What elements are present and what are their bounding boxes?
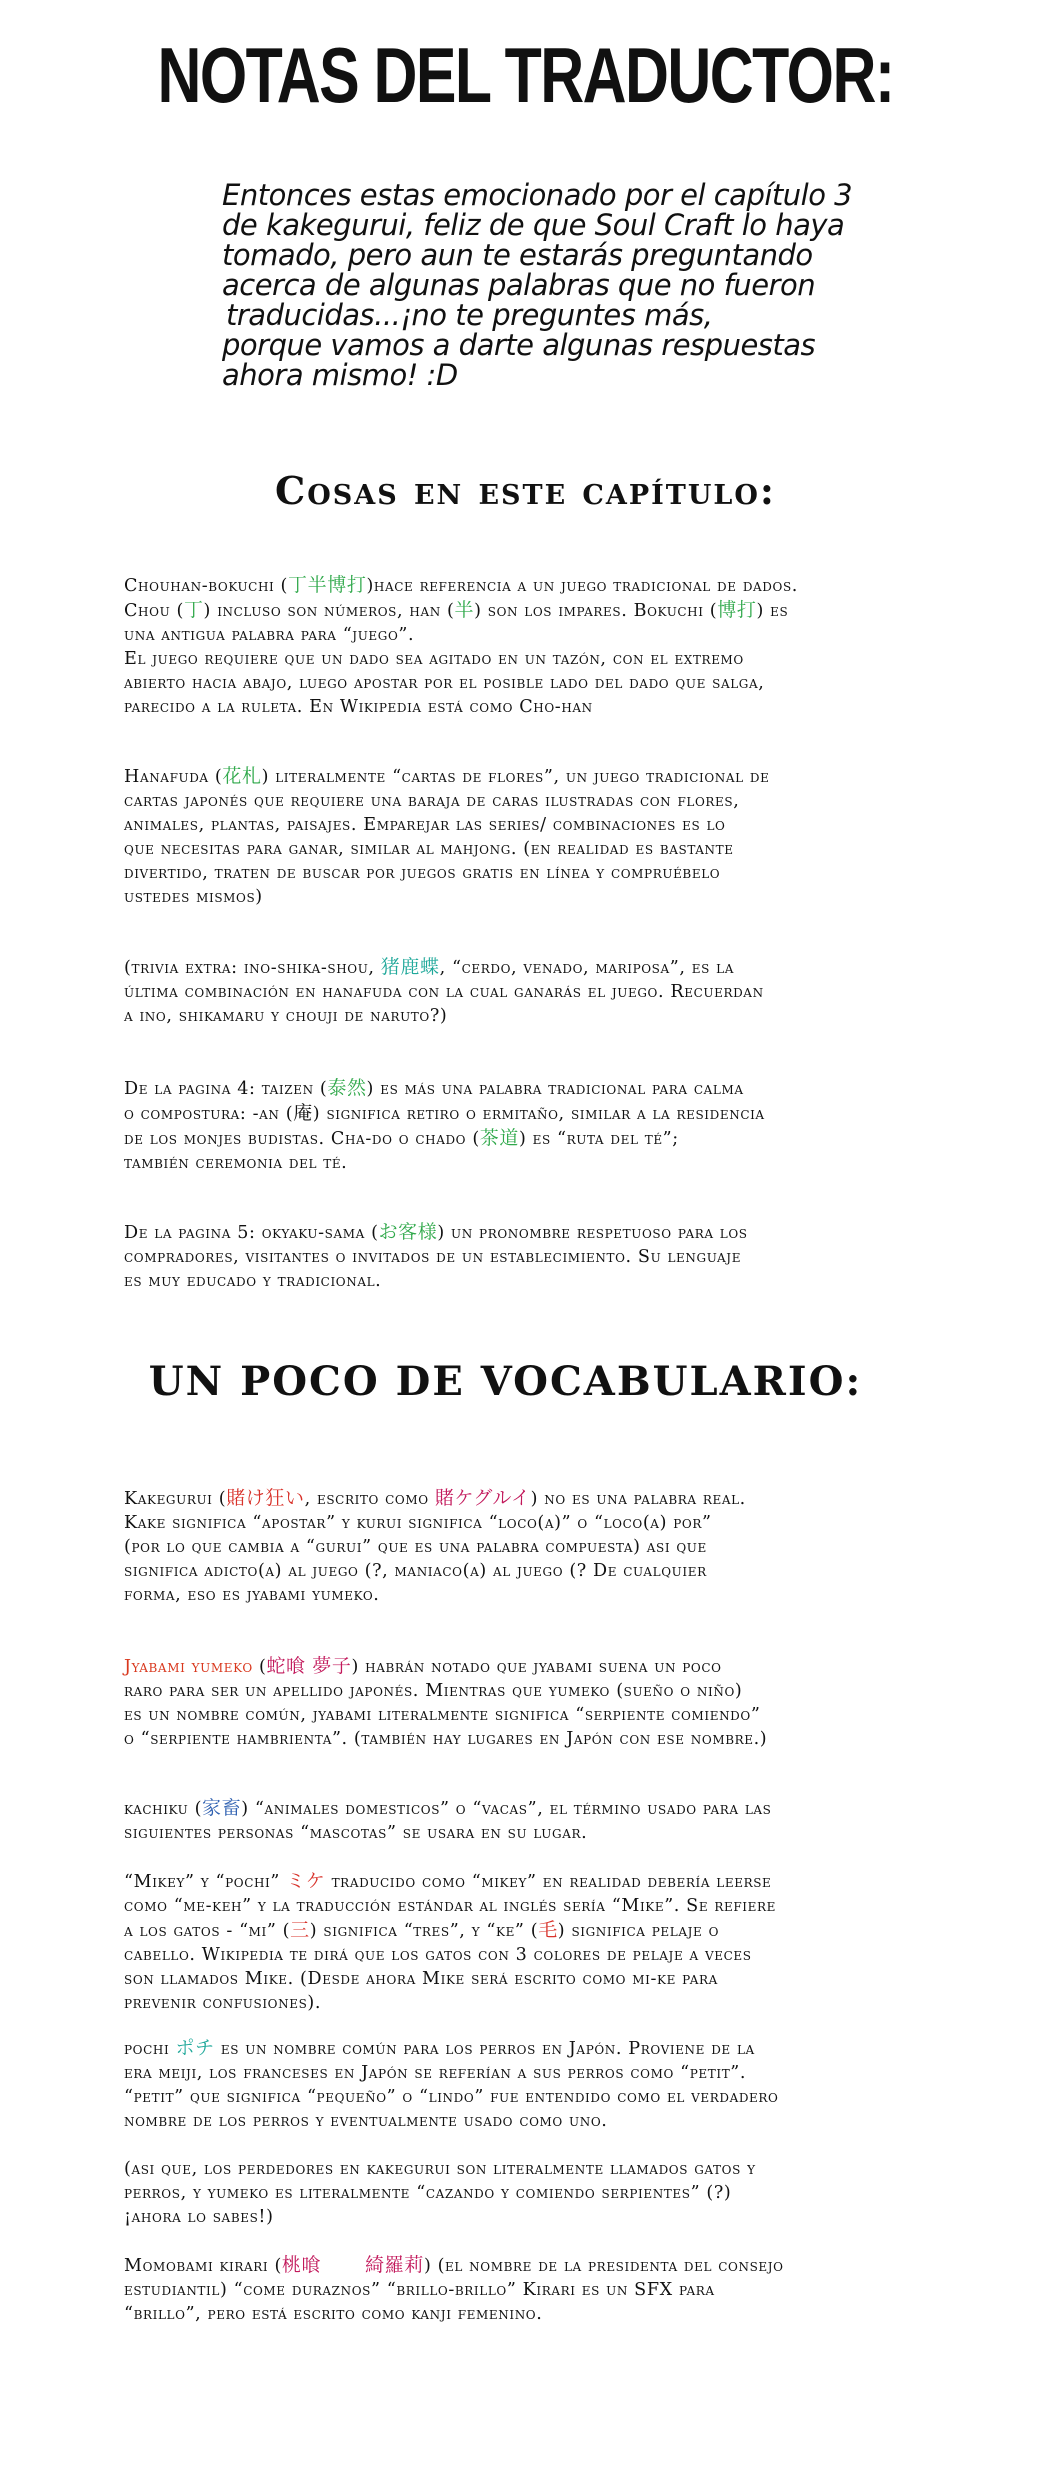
intro-line: tomado, pero aun te estarás preguntando [222, 238, 813, 272]
text-line: siguientes personas “mascotas” se usara en su lugar. [124, 1823, 588, 1843]
note-page5 [124, 1220, 984, 1293]
section-heading-vocabulary: UN POCO DE VOCABULARIO: [148, 1358, 863, 1405]
text-line: perros, y yumeko es literalmente “cazando y comiendo serpientes” (?) [124, 2183, 732, 2203]
text-line: última combinación en hanafuda con la cual ganarás el juego. Recuerdan [124, 982, 764, 1002]
kanji-term: 茶道 [479, 1127, 519, 1149]
text-line: una antigua palabra para “juego”. [124, 625, 415, 645]
kanji-term: 蛇喰 夢子 [266, 1655, 352, 1677]
note-page4 [124, 1076, 984, 1175]
intro-line: de kakegurui, feliz de que Soul Craft lo haya [222, 208, 845, 242]
text-line: es un nombre común, jyabami literalmente significa “serpiente comiendo” [124, 1705, 761, 1725]
text-line: son llamados Mike. (Desde ahora Mike será escrito como mi-ke para [124, 1969, 718, 1989]
kanji-term: 三 [290, 1919, 310, 1941]
text-line: pochi ポチ es un nombre común para los perros en Japón. Proviene de la [124, 2037, 755, 2059]
kanji-term: 博打 [717, 599, 757, 621]
kanji-term: 賭ケグルイ [434, 1487, 531, 1509]
text-line: de los monjes budistas. Cha-do o chado (茶道) es “ruta del té”; [124, 1127, 679, 1149]
kanji-term: 庵 [293, 1102, 313, 1124]
kanji-term: 猪鹿蝶 [380, 956, 440, 978]
text-line: como “me-keh” y la traducción estándar al inglés sería “Mike”. Se refiere [124, 1896, 777, 1916]
text-line: cabello. Wikipedia te dirá que los gatos con 3 colores de pelaje a veces [124, 1945, 752, 1965]
text-line: Kakegurui (賭け狂い, escrito como 賭ケグルイ) no es una palabra real. [124, 1487, 746, 1509]
text-line: raro para ser un apellido japonés. Mientras que yumeko (sueño o niño) [124, 1681, 743, 1701]
kanji-term: ポチ [175, 2037, 215, 2059]
note-hanafuda [124, 764, 984, 909]
section-heading-chapter: Cosas en este capítulo: [275, 468, 776, 513]
text-line: es muy educado y tradicional. [124, 1271, 382, 1291]
vocab-summary [124, 2157, 984, 2229]
text-line: De la pagina 5: okyaku-sama (お客様) un pronombre respetuoso para los [124, 1221, 748, 1243]
intro-line: porque vamos a darte algunas respuestas [222, 328, 816, 362]
intro-line: ahora mismo! :D [222, 358, 458, 392]
vocab-jyabami [124, 1654, 984, 1751]
note-trivia [124, 955, 984, 1028]
text-line: (asi que, los perdedores en kakegurui son literalmente llamados gatos y [124, 2159, 756, 2179]
kanji-term: 丁半博打 [288, 574, 367, 596]
text-line: El juego requiere que un dado sea agitado en un tazón, con el extremo [124, 649, 744, 669]
intro-line: acerca de algunas palabras que no fueron [222, 268, 816, 302]
kanji-term: 家畜 [202, 1797, 242, 1819]
page-title: NOTAS DEL TRADUCTOR: [157, 31, 894, 119]
kanji-term: 綺羅莉 [365, 2254, 424, 2276]
kanji-term: お客様 [378, 1221, 438, 1243]
kanji-term: 桃喰 [281, 2254, 322, 2276]
kanji-term: ミケ [286, 1870, 326, 1892]
note-chouhan [124, 573, 984, 719]
kanji-term: 半 [454, 599, 475, 621]
text-line: cartas japonés que requiere una baraja de caras ilustradas con flores, [124, 791, 740, 811]
text-line: “brillo”, pero está escrito como kanji femenino. [124, 2304, 543, 2324]
text-line: ustedes mismos) [124, 887, 263, 907]
vocab-kakegurui [124, 1486, 984, 1607]
text-line: “petit” que significa “pequeño” o “lindo” fue entendido como el verdadero [124, 2087, 779, 2107]
text-line: animales, plantas, paisajes. Emparejar las series/ combinaciones es lo [124, 815, 726, 835]
text-line: significa adicto(a) al juego (?, maniaco(a) al juego (? De cualquier [124, 1561, 707, 1581]
text-line: Hanafuda (花札) literalmente “cartas de flores”, un juego tradicional de [124, 765, 770, 787]
text-line: Momobami kirari (桃喰 綺羅莉) (el nombre de la presidenta del consejo [124, 2254, 784, 2276]
highlight-name: Jyabami yumeko [124, 1657, 253, 1677]
text-line: divertido, traten de buscar por juegos gratis en línea y compruébelo [124, 863, 721, 883]
intro-text [222, 180, 872, 390]
text-line: (por lo que cambia a “gurui” que es una palabra compuesta) asi que [124, 1537, 707, 1557]
text-line: nombre de los perros y eventualmente usado como uno. [124, 2111, 608, 2131]
text-line: Jyabami yumeko (蛇喰 夢子) habrán notado que jyabami suena un poco [124, 1655, 722, 1677]
text-line: a ino, shikamaru y chouji de naruto?) [124, 1006, 448, 1026]
text-line: Chou (丁) incluso son números, han (半) son los impares. Bokuchi (博打) es [124, 599, 789, 621]
vocab-pochi [124, 2036, 984, 2133]
text-line: “Mikey” y “pochi” ミケ traducido como “mikey” en realidad debería leerse [124, 1870, 772, 1892]
text-line: era meiji, los franceses en Japón se referían a sus perros como “petit”. [124, 2063, 747, 2083]
text-line: kachiku (家畜) “animales domesticos” o “vacas”, el término usado para las [124, 1797, 772, 1819]
kanji-term: 丁 [183, 599, 204, 621]
text-line: De la pagina 4: taizen (泰然) es más una palabra tradicional para calma [124, 1077, 744, 1099]
text-line: (trivia extra: ino-shika-shou, 猪鹿蝶, “cerdo, venado, mariposa”, es la [124, 956, 734, 978]
text-line: que necesitas para ganar, similar al mahjong. (en realidad es bastante [124, 839, 734, 859]
text-line: Kake significa “apostar” y kurui significa “loco(a)” o “loco(a) por” [124, 1513, 712, 1533]
text-line: o compostura: -an (庵) significa retiro o ermitaño, similar a la residencia [124, 1102, 765, 1124]
text-line: compradores, visitantes o invitados de un establecimiento. Su lenguaje [124, 1247, 742, 1267]
text-line: estudiantil) “come duraznos” “brillo-brillo” Kirari es un SFX para [124, 2280, 715, 2300]
text-line: prevenir confusiones). [124, 1993, 322, 2013]
vocab-mikey [124, 1869, 984, 2015]
intro-line: traducidas...¡no te preguntes más, [226, 298, 713, 332]
text-line: abierto hacia abajo, luego apostar por el posible lado del dado que salga, [124, 673, 765, 693]
vocab-kachiku [124, 1796, 984, 1845]
vocab-momobami [124, 2253, 984, 2326]
kanji-term: 賭け狂い [226, 1487, 305, 1509]
kanji-term: 泰然 [327, 1077, 367, 1099]
text-line: o “serpiente hambrienta”. (también hay lugares en Japón con ese nombre.) [124, 1729, 768, 1749]
text-line: Chouhan-bokuchi (丁半博打)hace referencia a un juego tradicional de dados. [124, 574, 798, 596]
intro-line: Entonces estas emocionado por el capítulo 3 [222, 178, 853, 212]
kanji-term: 花札 [222, 765, 262, 787]
text-line: también ceremonia del té. [124, 1153, 348, 1173]
text-line: ¡ahora lo sabes!) [124, 2207, 274, 2227]
text-line: parecido a la ruleta. En Wikipedia está como Cho-han [124, 697, 593, 717]
text-line: a los gatos - “mi” (三) significa “tres”, y “ke” (毛) significa pelaje o [124, 1919, 720, 1941]
text-line: forma, eso es jyabami yumeko. [124, 1585, 380, 1605]
kanji-term: 毛 [538, 1919, 558, 1941]
